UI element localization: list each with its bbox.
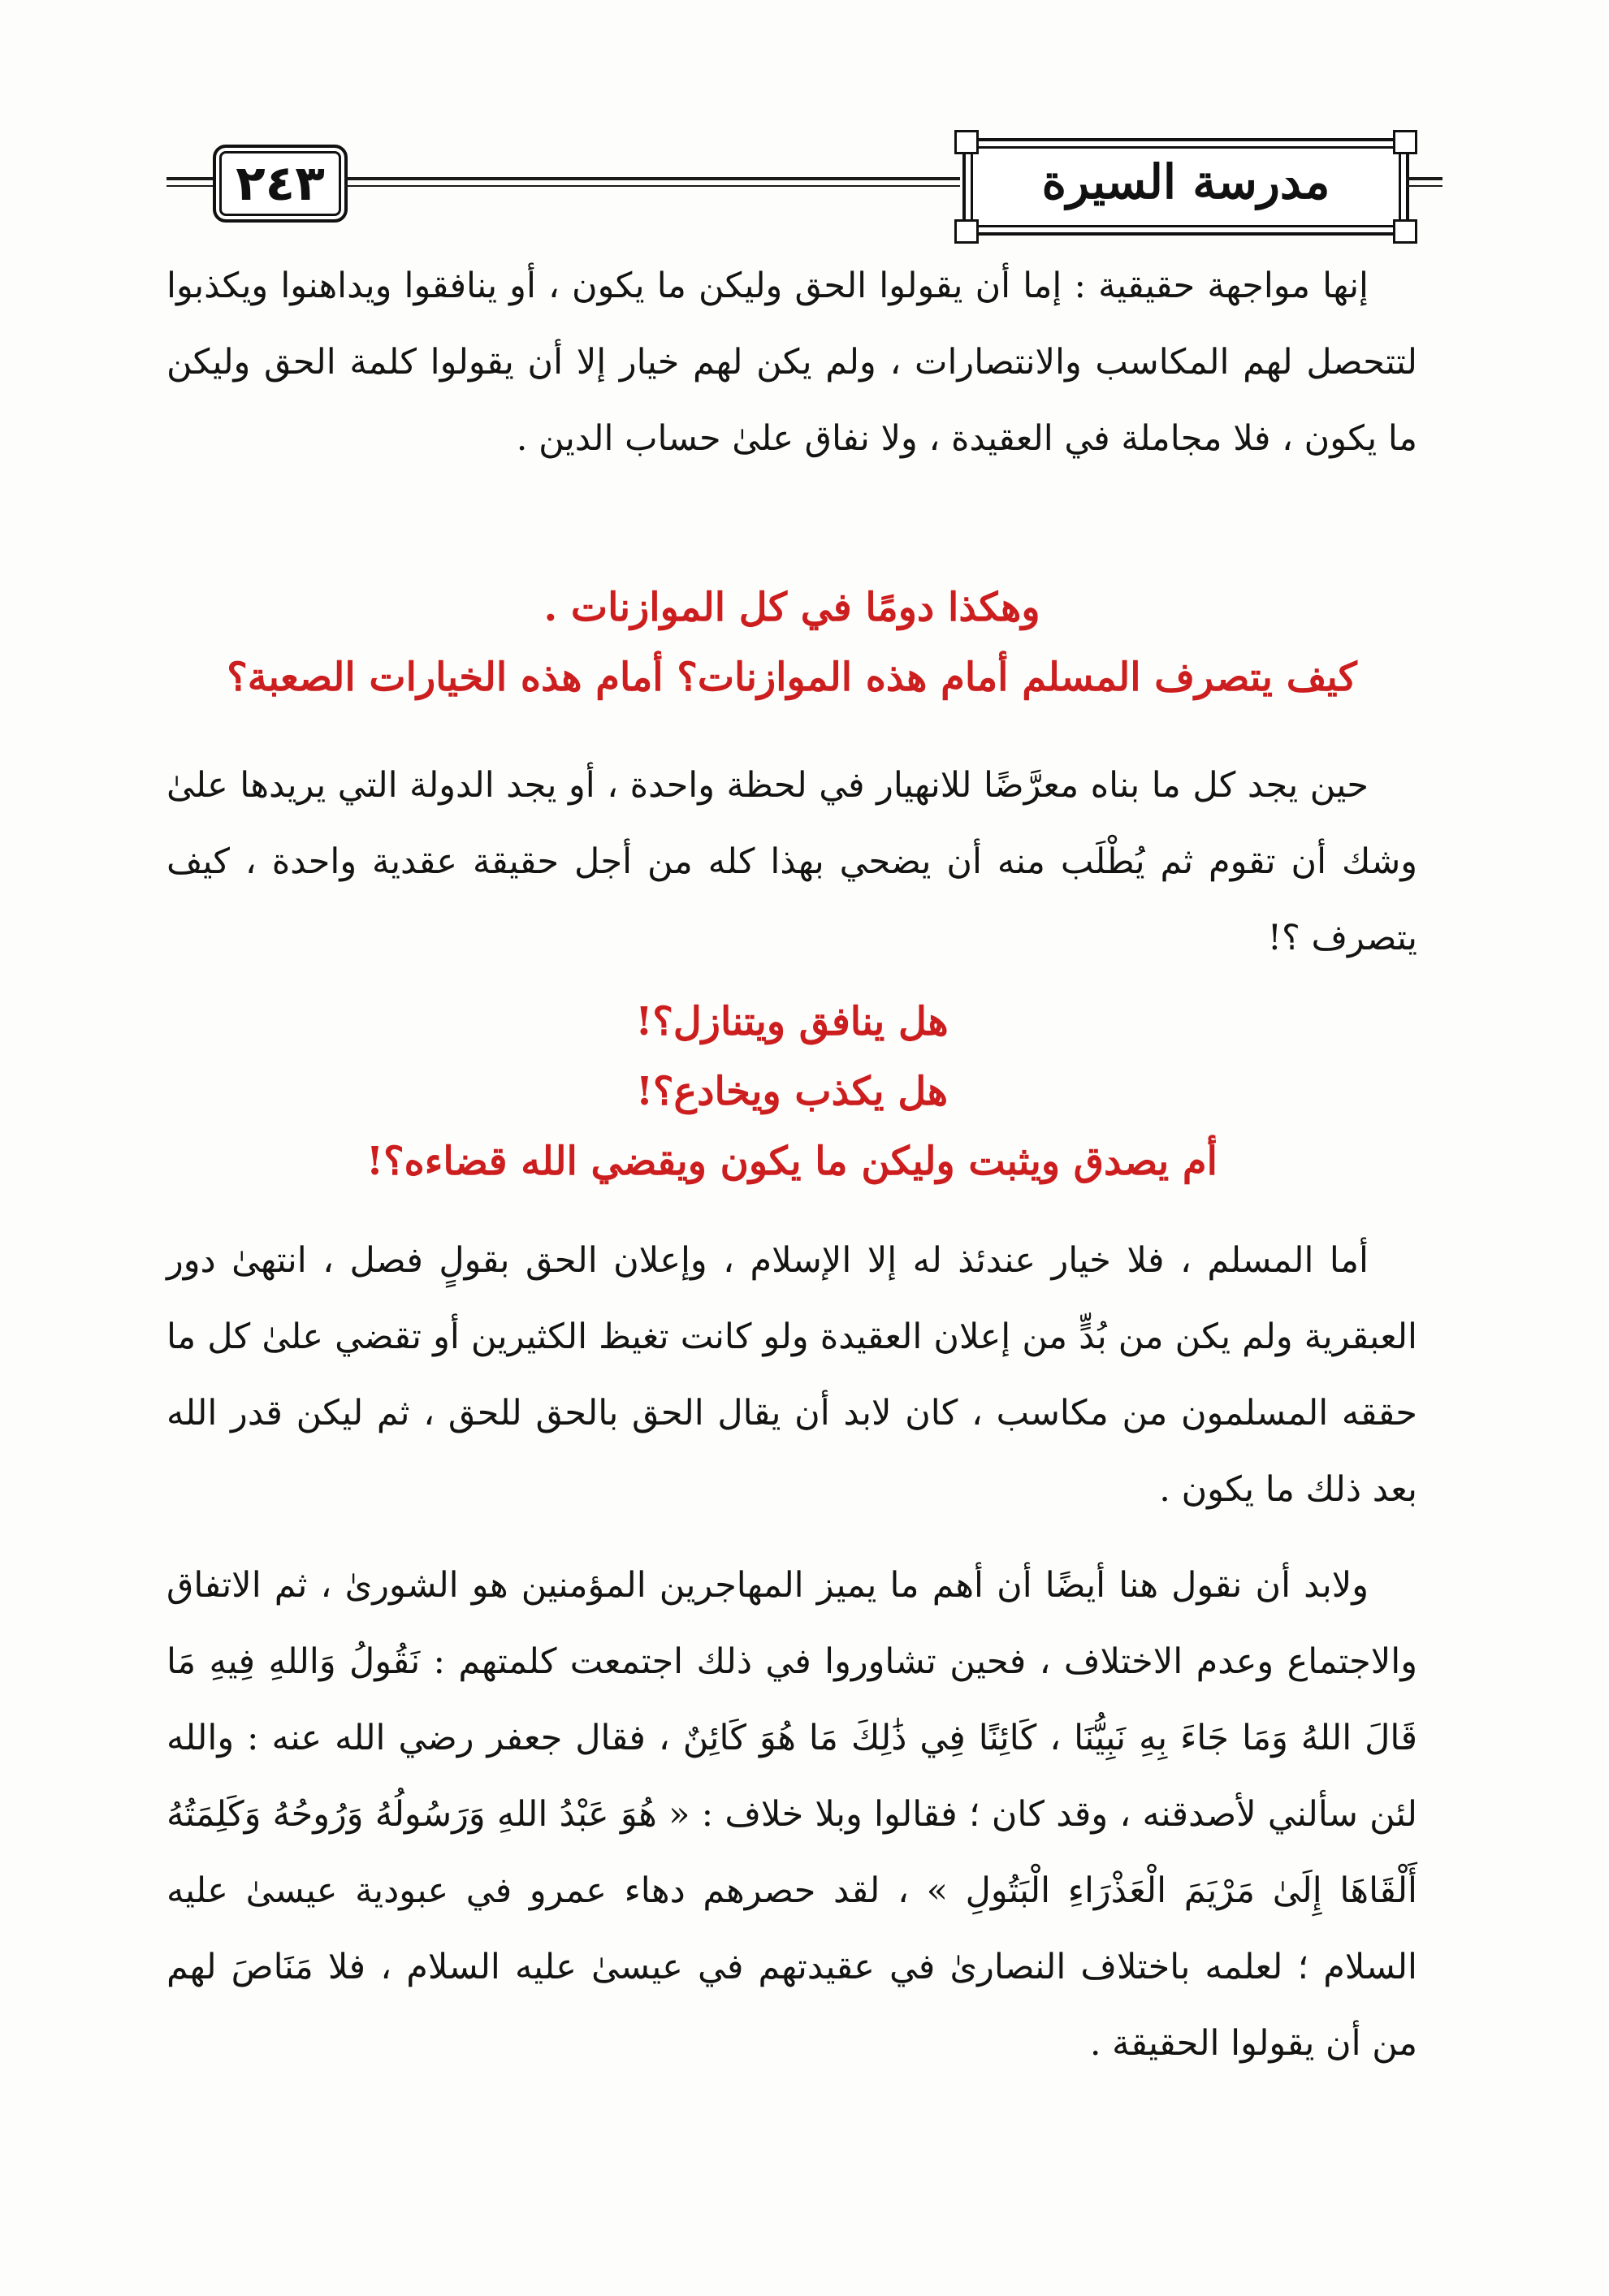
paragraph-four-block	[167, 1547, 1417, 2082]
page-header	[0, 130, 1609, 244]
question-lie: هل يكذب ويخادع؟!	[635, 1069, 949, 1114]
frame-corner-ornament	[1393, 219, 1417, 244]
paragraph-three-block	[167, 1222, 1417, 1528]
section-headings	[167, 573, 1417, 712]
frame-corner-ornament	[954, 130, 979, 154]
frame-corner-ornament	[1393, 130, 1417, 154]
question-headings	[167, 987, 1417, 1196]
intro-paragraph-block	[167, 248, 1417, 477]
header-rule-left-thin	[167, 185, 215, 187]
page-number-box	[213, 145, 348, 223]
heading-how-muslim-acts: كيف يتصرف المسلم أمام هذه الموازنات؟ أمام هذه الخيارات الصعبة؟	[227, 655, 1357, 700]
heading-always-balances: وهكذا دومًا في كل الموازنات .	[543, 585, 1040, 630]
frame-corner-ornament	[954, 219, 979, 244]
paragraph-two: حين يجد كل ما بناه معرَّضًا للانهيار في لحظة واحدة ، أو يجد الدولة التي يريدها علىٰ وشك أن تقوم ثم يُطْلَب منه أن يضحي بهذا كله من أجل حقيقة عقدية واحدة ، كيف يتصرف ؟!	[167, 765, 1417, 958]
question-truth: أم يصدق ويثبت وليكن ما يكون ويقضي الله قضاءه؟!	[366, 1139, 1218, 1184]
book-title-frame	[962, 138, 1409, 236]
intro-paragraph: إنها مواجهة حقيقية : إما أن يقولوا الحق وليكن ما يكون ، أو ينافقوا ويداهنوا ويكذبوا لتتحصل لهم المكاسب والانتصارات ، ولم يكن لهم خيار إلا أن يقولوا كلمة الحق وليكن ما يكون ، فلا مجاملة في العقيدة ، ولا نفاق علىٰ حساب الدين .	[167, 266, 1417, 459]
paragraph-two-block	[167, 747, 1417, 976]
book-title: مدرسة السيرة	[1041, 154, 1330, 210]
page-number: ٢٤٣	[236, 155, 325, 212]
header-rule-left	[167, 177, 215, 180]
paragraph-three: أما المسلم ، فلا خيار عندئذ له إلا الإسلام ، وإعلان الحق بقولٍ فصل ، انتهىٰ دور العبقرية ولم يكن من بُدٍّ من إعلان العقيدة ولو كانت تغيظ الكثيرين أو تقضي علىٰ كل ما حققه المسلمون من مكاسب ، كان لابد أن يقال الحق بالحق للحق ، ثم ليكن قدر الله بعد ذلك ما يكون .	[167, 1240, 1417, 1510]
header-rule-right	[1406, 177, 1442, 180]
header-rule-middle-thin	[344, 185, 960, 187]
question-hypocrisy: هل ينافق ويتنازل؟!	[635, 999, 949, 1044]
header-rule-middle	[344, 177, 960, 180]
paragraph-four: ولابد أن نقول هنا أيضًا أن أهم ما يميز المهاجرين المؤمنين هو الشورىٰ ، ثم الاتفاق والاجتماع وعدم الاختلاف ، فحين تشاوروا في ذلك اجتمعت كلمتهم : نَقُولُ وَاللهِ فِيهِ مَا قَالَ اللهُ وَمَا جَاءَ بِهِ نَبِيُّنَا ، كَائِنًا فِي ذَٰلِكَ مَا هُوَ كَائِنٌ ، فقال جعفر رضي الله عنه : والله لئن سألني لأصدقنه ، وقد كان ؛ فقالوا وبلا خلاف : « هُوَ عَبْدُ اللهِ وَرَسُولُهُ وَرُوحُهُ وَكَلِمَتُهُ أَلْقَاهَا إِلَىٰ مَرْيَمَ الْعَذْرَاءِ الْبَتُولِ » ، لقد حصرهم دهاء عمرو في عبودية عيسىٰ عليه السلام ؛ لعلمه باختلاف النصارىٰ في عقيدتهم في عيسىٰ عليه السلام ، فلا مَنَاصَ لهم من أن يقولوا الحقيقة .	[167, 1565, 1417, 2064]
header-rule-right-thin	[1406, 185, 1442, 187]
